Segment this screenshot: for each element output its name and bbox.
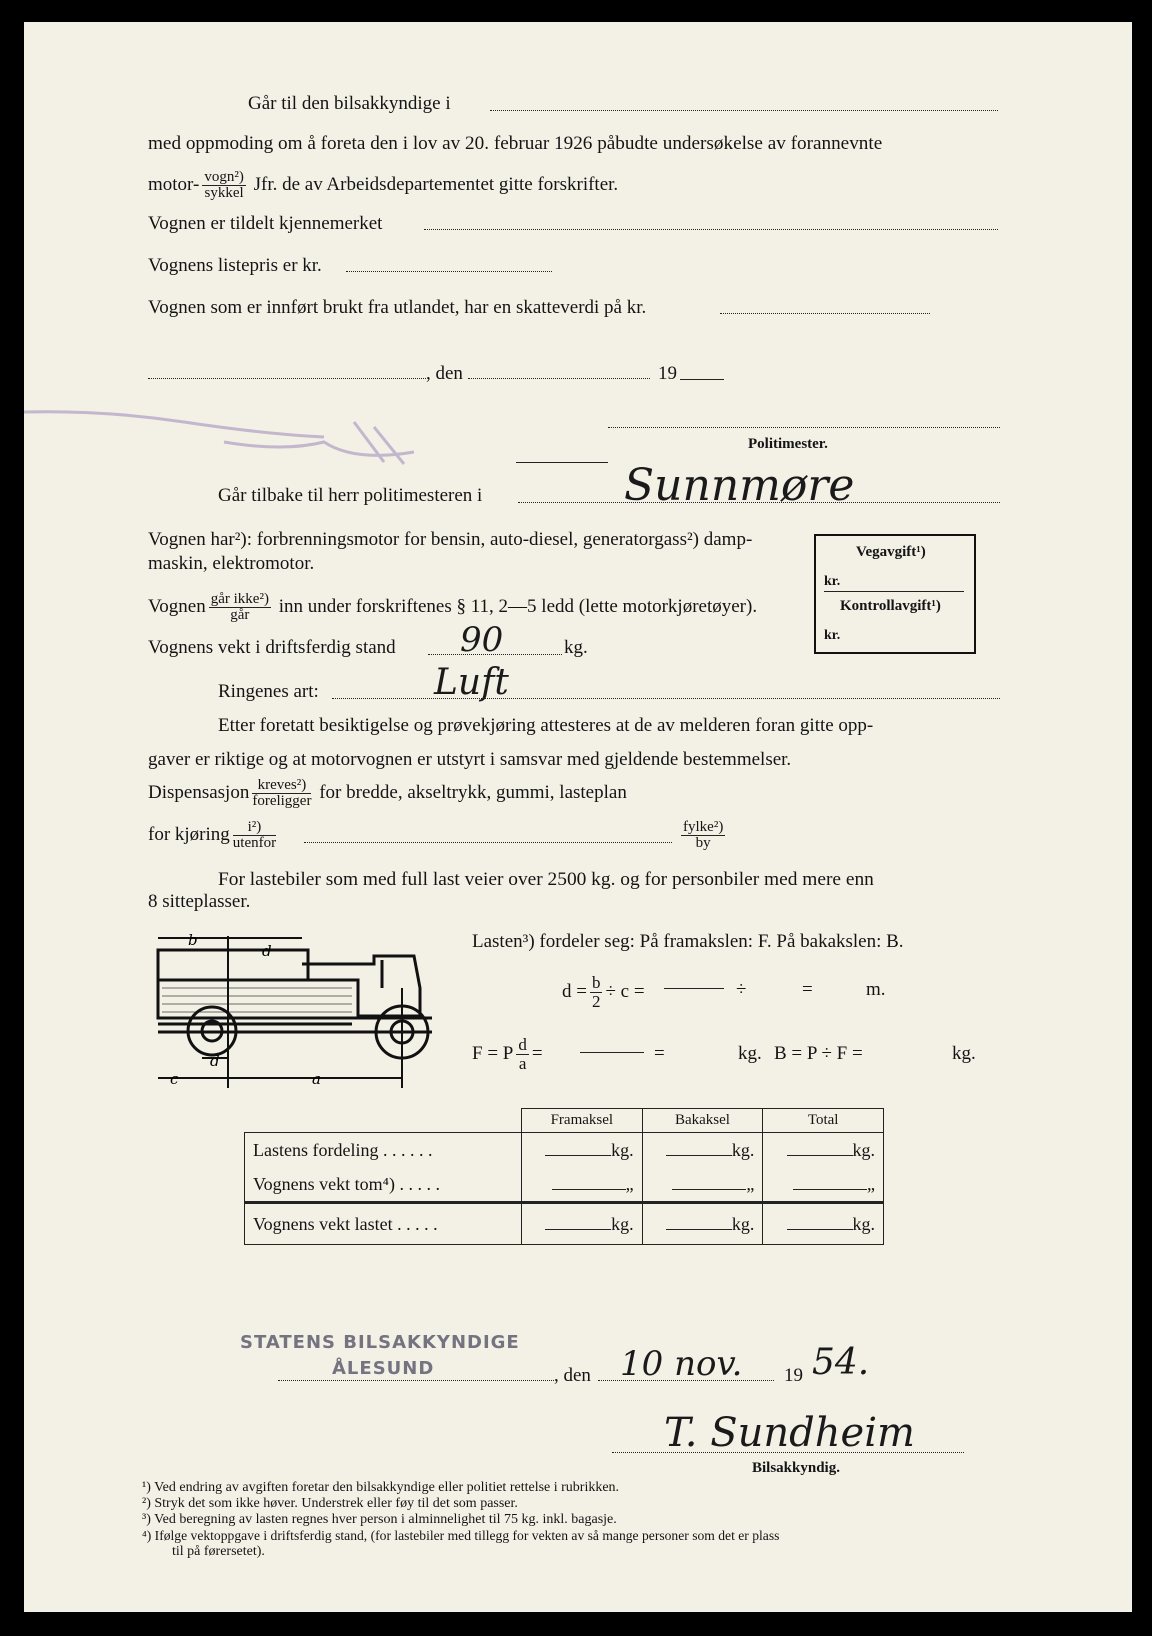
disp-suffix: for bredde, akseltrykk, gummi, lasteplan: [319, 781, 627, 803]
formula-d-div: ÷: [736, 979, 747, 1000]
table-corner: [245, 1109, 522, 1133]
date1-den: , den: [426, 363, 463, 384]
table-cell[interactable]: kg.: [763, 1133, 884, 1168]
fraction-num: går ikke²): [210, 591, 269, 607]
table-cell[interactable]: kg.: [763, 1203, 884, 1245]
faded-stamp-mark: [24, 382, 454, 472]
tyres-label: Ringenes art:: [218, 681, 319, 702]
table-cell[interactable]: kg.: [642, 1203, 763, 1245]
weight-unit: kg.: [564, 637, 588, 658]
formula-d-eq: =: [802, 979, 813, 1000]
attest-line-1: Etter foretatt besiktigelse og prøvekjøring attesteres at de av melderen foran gitte opp-: [218, 715, 874, 736]
vogn-sykkel-fraction: [202, 170, 246, 201]
list-price-label: Vognens listepris er kr.: [148, 255, 322, 276]
table-cell[interactable]: kg.: [522, 1133, 643, 1168]
handwritten-year: 54.: [812, 1342, 870, 1383]
formula-d-lhs: d =: [562, 980, 587, 1002]
row-label: Vognens vekt lastet . . . . .: [245, 1203, 522, 1245]
vehicle-type-line: [148, 170, 618, 201]
year-field-1[interactable]: [680, 379, 724, 380]
formula-d-rest: ÷ c =: [605, 980, 645, 1002]
dim-a: a: [312, 1070, 321, 1088]
table-cell[interactable]: kg.: [522, 1203, 643, 1245]
formula-f-kg2: kg.: [952, 1043, 976, 1064]
formula-f-field[interactable]: [580, 1052, 644, 1053]
fraction-num: fylke²): [683, 819, 724, 835]
tyres-field[interactable]: [332, 698, 1000, 699]
fraction-den: går: [230, 607, 250, 623]
list-price-field[interactable]: [346, 271, 552, 272]
row-label: Lastens fordeling . . . . . .: [245, 1133, 522, 1168]
formula-d-field-1[interactable]: [664, 988, 724, 989]
footnote-4-cont: til på førersetet).: [172, 1544, 265, 1559]
table-row: [245, 1133, 884, 1168]
load-intro: Lasten³) fordeler seg: På framakslen: F. På bakakslen: B.: [472, 931, 904, 952]
fraction-den: by: [695, 835, 711, 851]
formula-d: [562, 974, 645, 1011]
formula-f-eq1: =: [531, 1042, 543, 1064]
registration-field[interactable]: [424, 229, 998, 230]
trucks-line-2: 8 sitteplasser.: [148, 891, 251, 912]
footnote-3: ³) Ved beregning av lasten regnes hver person i alminnelighet til 75 kg. inkl. bagasje.: [142, 1512, 617, 1527]
table-cell[interactable]: „: [642, 1167, 763, 1203]
fraction-den: a: [518, 1054, 527, 1073]
fraction-num: vogn²): [204, 169, 244, 185]
vegavgift-field[interactable]: [824, 591, 964, 592]
bilsakkyndige-field[interactable]: [490, 110, 998, 111]
fraction-den: 2: [591, 992, 601, 1011]
motor-prefix: motor-: [148, 173, 200, 195]
fraction-den: utenfor: [232, 835, 277, 851]
stamp-line-2: ÅLESUND: [332, 1358, 435, 1379]
short-rule: [516, 462, 608, 463]
driving-prefix: for kjøring: [148, 823, 230, 845]
date1-year: 19: [658, 363, 677, 384]
dim-d-top: d: [262, 942, 272, 960]
politimester-signature-field[interactable]: [608, 427, 1000, 428]
driving-area-field[interactable]: [304, 842, 672, 843]
footnote-2: ²) Stryk det som ikke høver. Understrek eller føy til det som passer.: [142, 1496, 518, 1511]
handwritten-weight: 90: [460, 620, 504, 660]
light-prefix: Vognen: [148, 595, 206, 617]
table-row: [245, 1167, 884, 1203]
truck-diagram: [152, 928, 442, 1088]
table-row: [245, 1203, 884, 1245]
b-over-2: [590, 974, 603, 1011]
formula-f-lhs: F = P: [472, 1042, 514, 1064]
handwritten-district: Sunnmøre: [624, 460, 855, 511]
formula-b: B = P ÷ F =: [774, 1043, 863, 1064]
return-label: Går tilbake til herr politimesteren i: [218, 485, 483, 506]
place-field-1[interactable]: [148, 378, 426, 379]
table-cell[interactable]: „: [522, 1167, 643, 1203]
table-header-row: [245, 1109, 884, 1133]
d-over-a: [516, 1036, 529, 1073]
engine-line-2: maskin, elektromotor.: [148, 553, 315, 574]
trucks-line-1: For lastebiler som med full last veier over 2500 kg. og for personbiler med mere enn: [218, 869, 874, 890]
fraction-num: d: [518, 1035, 527, 1054]
formula-f: [472, 1036, 543, 1073]
date2-year-prefix: 19: [784, 1365, 803, 1386]
tax-value-field[interactable]: [720, 313, 930, 314]
handwritten-signature: T. Sundheim: [664, 1410, 915, 1456]
date-field-1[interactable]: [468, 378, 650, 379]
load-distribution-table: [244, 1108, 884, 1245]
dispensation-line: [148, 778, 627, 809]
stamp-line-1: STATENS BILSAKKYNDIGE: [240, 1332, 520, 1353]
dim-b: b: [188, 931, 198, 949]
dim-c: c: [170, 1070, 179, 1088]
table-cell[interactable]: kg.: [642, 1133, 763, 1168]
engine-line-1: Vognen har²): forbrenningsmotor for bensin, auto-diesel, generatorgass²) damp-: [148, 529, 753, 550]
place-field-2[interactable]: [278, 1380, 554, 1381]
date2-den: , den: [554, 1365, 591, 1386]
light-suffix: inn under forskriftenes § 11, 2—5 ledd (lette motorkjøretøyer).: [278, 595, 758, 617]
kreves-fraction: [252, 778, 311, 809]
regulations-ref: Jfr. de av Arbeidsdepartementet gitte forskrifter.: [253, 173, 619, 195]
footnote-1: ¹) Ved endring av avgiften foretar den bilsakkyndige eller politiet rettelse i rubrikken.: [142, 1480, 620, 1495]
registration-label: Vognen er tildelt kjennemerket: [148, 213, 383, 234]
bilsakkyndig-label: Bilsakkyndig.: [752, 1460, 840, 1476]
handwritten-tyres: Luft: [434, 662, 509, 703]
fylke-by: [678, 820, 728, 851]
attest-line-2: gaver er riktige og at motorvognen er utstyrt i samsvar med gjeldende bestemmelser.: [148, 749, 792, 770]
fylke-fraction: [681, 820, 725, 851]
light-vehicle-line: [148, 592, 757, 623]
weight-label: Vognens vekt i driftsferdig stand: [148, 637, 396, 658]
line-bilsakkyndige-label: Går til den bilsakkyndige i: [248, 93, 451, 114]
dim-d: d: [210, 1052, 220, 1070]
fraction-num: b: [591, 973, 601, 992]
handwritten-date: 10 nov.: [620, 1344, 743, 1384]
row-label: Vognens vekt tom⁴) . . . . .: [245, 1167, 522, 1203]
formula-f-eq2: =: [654, 1043, 665, 1064]
vegavgift-label: Vegavgift¹): [856, 544, 926, 560]
col-header: Bakaksel: [642, 1109, 763, 1133]
fraction-num: i²): [233, 820, 276, 836]
col-header: Total: [763, 1109, 884, 1133]
fee-box: [814, 534, 976, 654]
driving-line: [148, 820, 279, 851]
disp-prefix: Dispensasjon: [148, 781, 250, 803]
col-header: Framaksel: [522, 1109, 643, 1133]
tax-value-label: Vognen som er innført brukt fra utlandet, har en skatteverdi på kr.: [148, 297, 647, 318]
formula-f-kg1: kg.: [738, 1043, 762, 1064]
request-text: med oppmoding om å foreta den i lov av 20. februar 1926 påbudte undersøkelse av forannevnte: [148, 133, 883, 154]
kontrollavgift-kr: kr.: [824, 628, 841, 643]
kontrollavgift-label: Kontrollavgift¹): [840, 598, 941, 614]
footnote-4: ⁴) Ifølge vektoppgave i driftsferdig stand, (for lastebiler med tillegg for vekten av så mange personer som det er plass: [142, 1528, 780, 1543]
vegavgift-kr: kr.: [824, 574, 841, 589]
i-utenfor-fraction: [233, 820, 276, 851]
fraction-den: foreligger: [252, 793, 312, 809]
fraction-den: sykkel: [204, 185, 244, 201]
form-page: [24, 22, 1132, 1612]
fraction-num: kreves²): [252, 778, 311, 794]
gar-fraction: [209, 592, 271, 623]
politimester-label: Politimester.: [748, 436, 828, 452]
table-cell[interactable]: „: [763, 1167, 884, 1203]
formula-d-unit: m.: [866, 979, 886, 1000]
